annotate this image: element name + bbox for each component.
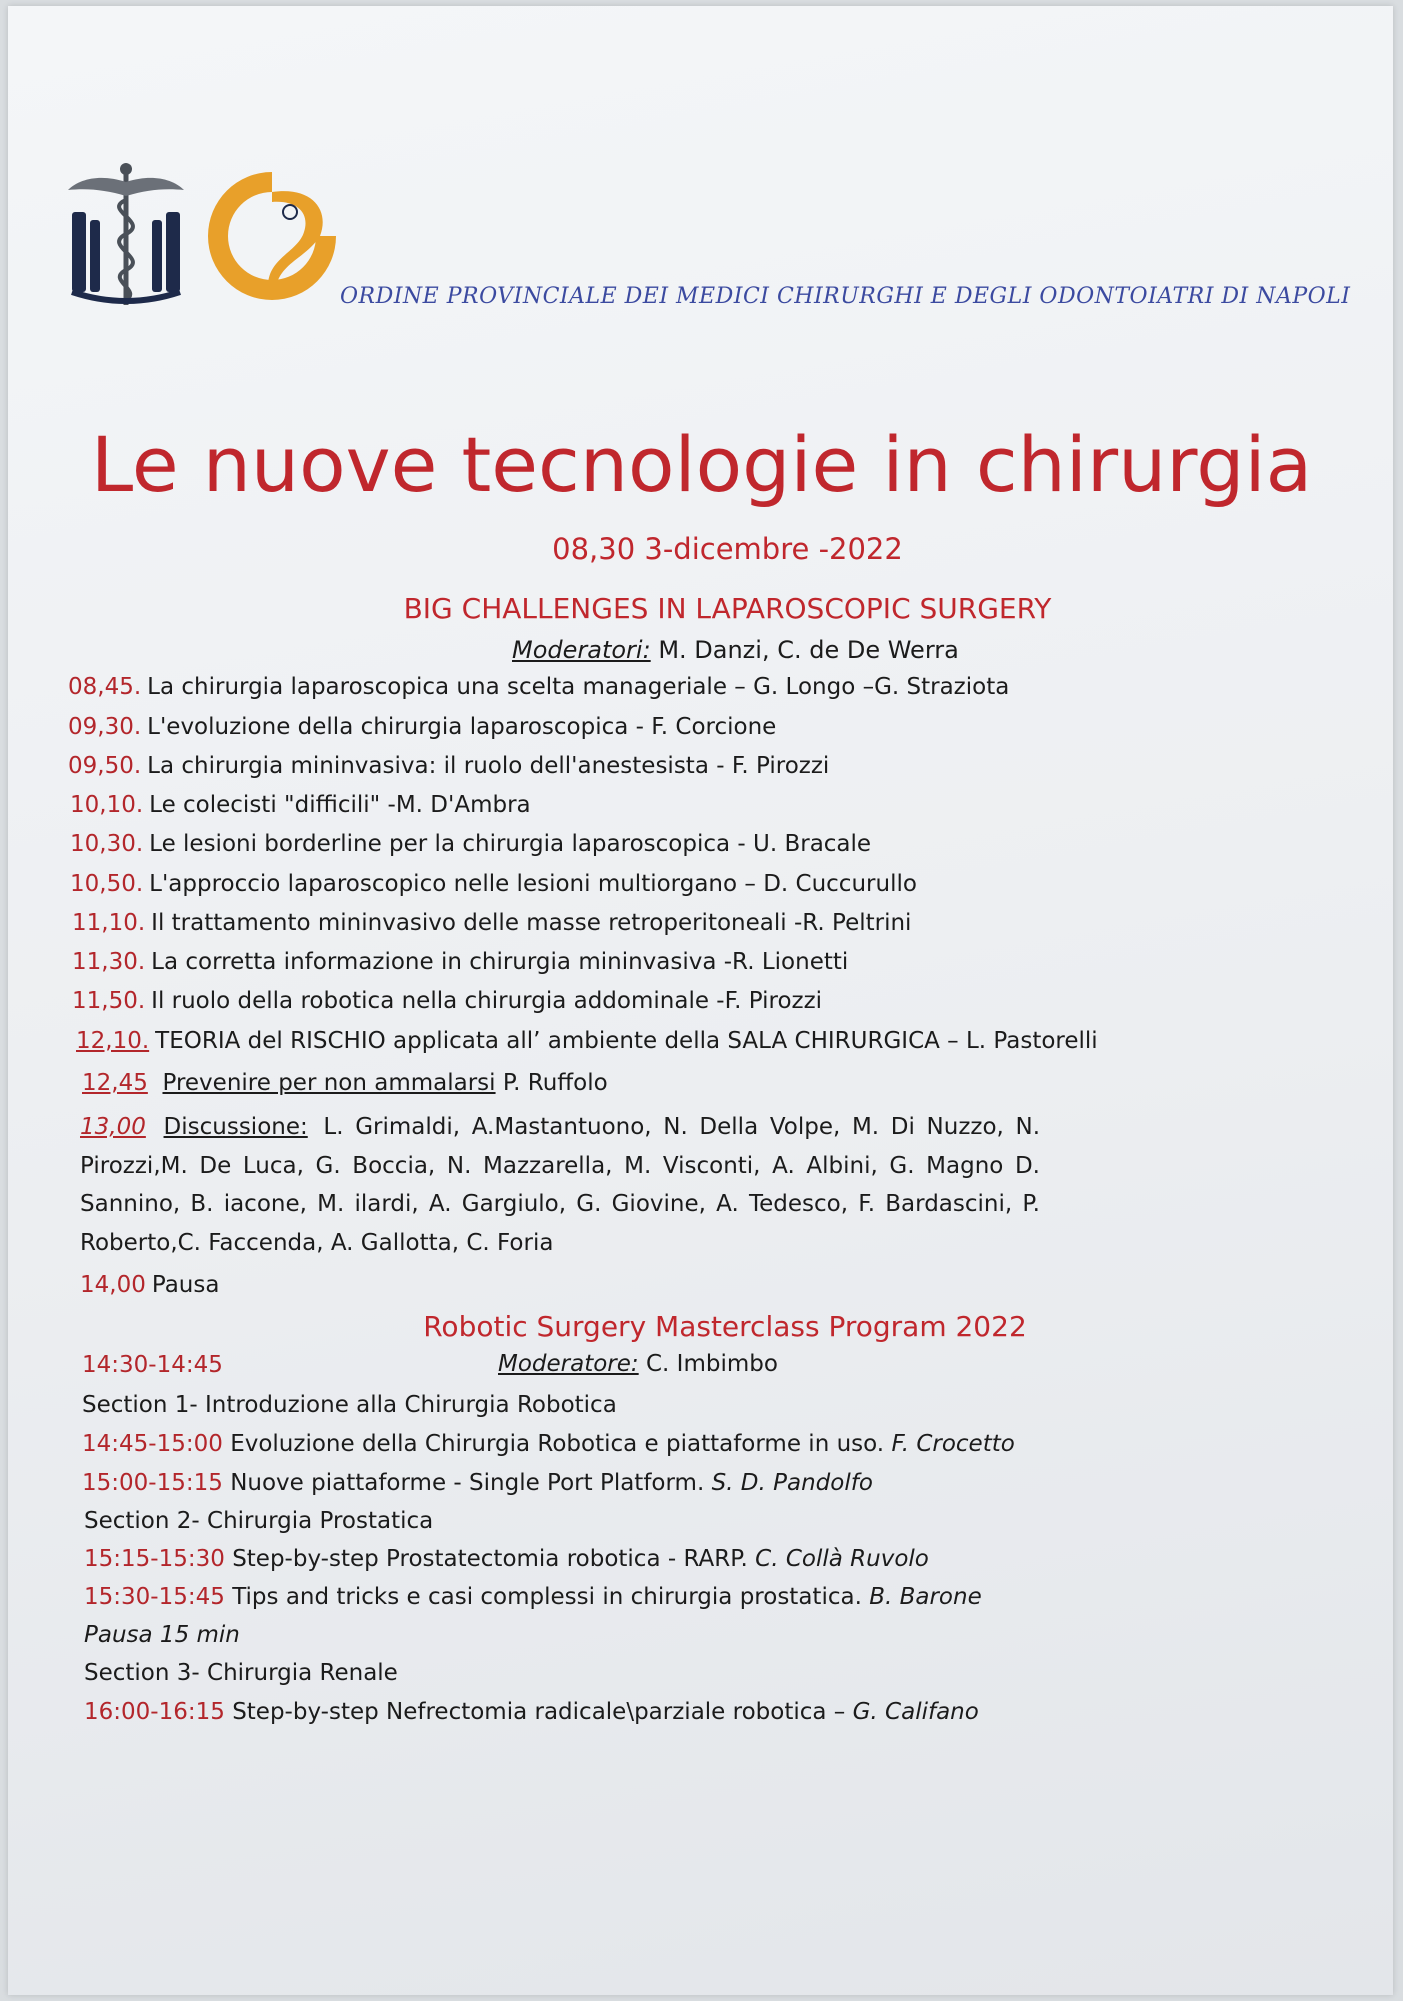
item-time: 10,50. xyxy=(70,871,144,897)
orange-crest-logo xyxy=(202,166,342,306)
part1-moderators xyxy=(512,636,959,664)
item-text: Tips and tricks e casi complessi in chirurgia prostatica. xyxy=(232,1584,862,1610)
discussion-names: L. Grimaldi, A.Mastantuono, N. Della Volpe, M. Di Nuzzo, N. Pirozzi,M. De Luca, G. Boccia, N. Mazzarella, M. Visconti, A. Albini, G. Magno D. Sannino, B. iacone, M. ilardi, A. Gargiulo, G. Giovine, A. Tedesco, F. Bardascini, P. Roberto,C. Faccenda, A. Gallotta, C. Foria xyxy=(80,1114,1041,1256)
part2-moderator xyxy=(498,1351,778,1377)
program-item xyxy=(68,753,829,779)
program-item xyxy=(70,831,871,857)
item-time: 10,30. xyxy=(70,831,144,857)
item-author: P. Ruffolo xyxy=(502,1070,608,1096)
item-title: Prevenire per non ammalarsi xyxy=(162,1070,496,1096)
program-item xyxy=(68,674,1009,700)
section-title: Section 3- Chirurgia Renale xyxy=(84,1660,398,1686)
item-time: 15:15-15:30 xyxy=(84,1546,225,1572)
organization-name: ORDINE PROVINCIALE DEI MEDICI CHIRURGHI E DEGLI ODONTOIATRI DI NAPOLI xyxy=(340,284,1351,309)
item-time: 12,45 xyxy=(82,1070,148,1096)
item-author: F. Crocetto xyxy=(891,1431,1015,1457)
item-time: 11,50. xyxy=(72,988,146,1014)
item-time: 11,10. xyxy=(72,910,146,936)
part1-heading: BIG CHALLENGES IN LAPAROSCOPIC SURGERY xyxy=(403,592,1052,625)
item-text: Nuove piattaforme - Single Port Platform. xyxy=(230,1470,705,1496)
page-title: Le nuove tecnologie in chirurgia xyxy=(90,420,1313,509)
moderator-name: C. Imbimbo xyxy=(638,1351,778,1377)
item-text: Step-by-step Prostatectomia robotica - RARP. xyxy=(232,1546,748,1572)
item-text: L'approccio laparoscopico nelle lesioni multiorgano – D. Cuccurullo xyxy=(149,871,917,897)
discussion-label: Discussione: xyxy=(163,1114,308,1140)
program-item xyxy=(82,1431,1015,1457)
item-time: 10,10. xyxy=(70,792,144,818)
program-item xyxy=(82,1470,873,1496)
prevenire-item xyxy=(82,1070,608,1096)
item-time: 08,45. xyxy=(68,674,142,700)
program-item xyxy=(72,949,848,975)
item-text: Evoluzione della Chirurgia Robotica e piattaforme in uso. xyxy=(230,1431,885,1457)
part2-heading: Robotic Surgery Masterclass Program 2022 xyxy=(423,1310,1027,1343)
item-time: 16:00-16:15 xyxy=(84,1699,225,1725)
item-author: G. Califano xyxy=(852,1699,979,1725)
item-text: Le lesioni borderline per la chirurgia laparoscopica - U. Bracale xyxy=(149,831,872,857)
program-item xyxy=(68,714,776,740)
event-date: 08,30 3-dicembre -2022 xyxy=(552,532,903,566)
program-item xyxy=(84,1699,979,1725)
item-time: 14:45-15:00 xyxy=(82,1431,223,1457)
moderator-label: Moderatore: xyxy=(498,1351,639,1377)
caduceus-logo xyxy=(62,160,190,310)
discussion-block xyxy=(80,1108,1040,1262)
item-author: B. Barone xyxy=(869,1584,982,1610)
item-text: La chirurgia laparoscopica una scelta manageriale – G. Longo –G. Straziota xyxy=(147,674,1010,700)
item-text: Step-by-step Nefrectomia radicale\parziale robotica – xyxy=(232,1699,846,1725)
item-time: 09,30. xyxy=(68,714,142,740)
pause-label: Pausa xyxy=(151,1272,220,1298)
item-text: TEORIA del RISCHIO applicata all’ ambiente della SALA CHIRURGICA – L. Pastorelli xyxy=(155,1028,1098,1054)
item-text: Le colecisti "difficili" -M. D'Ambra xyxy=(149,792,531,818)
pause-time: 14,00 xyxy=(80,1272,146,1298)
intro-time: 14:30-14:45 xyxy=(82,1352,223,1378)
item-author: C. Collà Ruvolo xyxy=(755,1546,929,1572)
section-title: Section 2- Chirurgia Prostatica xyxy=(84,1508,434,1534)
item-time: 11,30. xyxy=(72,949,146,975)
program-item xyxy=(84,1584,982,1610)
discussion-time: 13,00 xyxy=(80,1114,146,1140)
program-item xyxy=(72,988,822,1014)
item-text: La corretta informazione in chirurgia mininvasiva -R. Lionetti xyxy=(151,949,849,975)
item-time: 12,10. xyxy=(76,1028,150,1054)
moderators-names: M. Danzi, C. de De Werra xyxy=(650,636,959,664)
item-time: 09,50. xyxy=(68,753,142,779)
item-author: S. D. Pandolfo xyxy=(711,1470,873,1496)
pause-item xyxy=(80,1272,219,1298)
item-text: Il trattamento mininvasivo delle masse retroperitoneali -R. Peltrini xyxy=(151,910,912,936)
item-text: La chirurgia mininvasiva: il ruolo dell'anestesista - F. Pirozzi xyxy=(147,753,830,779)
program-item xyxy=(70,871,917,897)
item-text: Il ruolo della robotica nella chirurgia addominale -F. Pirozzi xyxy=(151,988,823,1014)
program-item xyxy=(84,1546,929,1572)
section-title: Section 1- Introduzione alla Chirurgia Robotica xyxy=(82,1392,617,1418)
moderators-label: Moderatori: xyxy=(512,636,651,664)
item-text: L'evoluzione della chirurgia laparoscopica - F. Corcione xyxy=(147,714,777,740)
program-item xyxy=(76,1028,1098,1054)
item-time: 15:30-15:45 xyxy=(84,1584,225,1610)
item-time: 15:00-15:15 xyxy=(82,1470,223,1496)
pause-15-min: Pausa 15 min xyxy=(84,1622,240,1648)
program-item xyxy=(70,792,531,818)
program-item xyxy=(72,910,911,936)
